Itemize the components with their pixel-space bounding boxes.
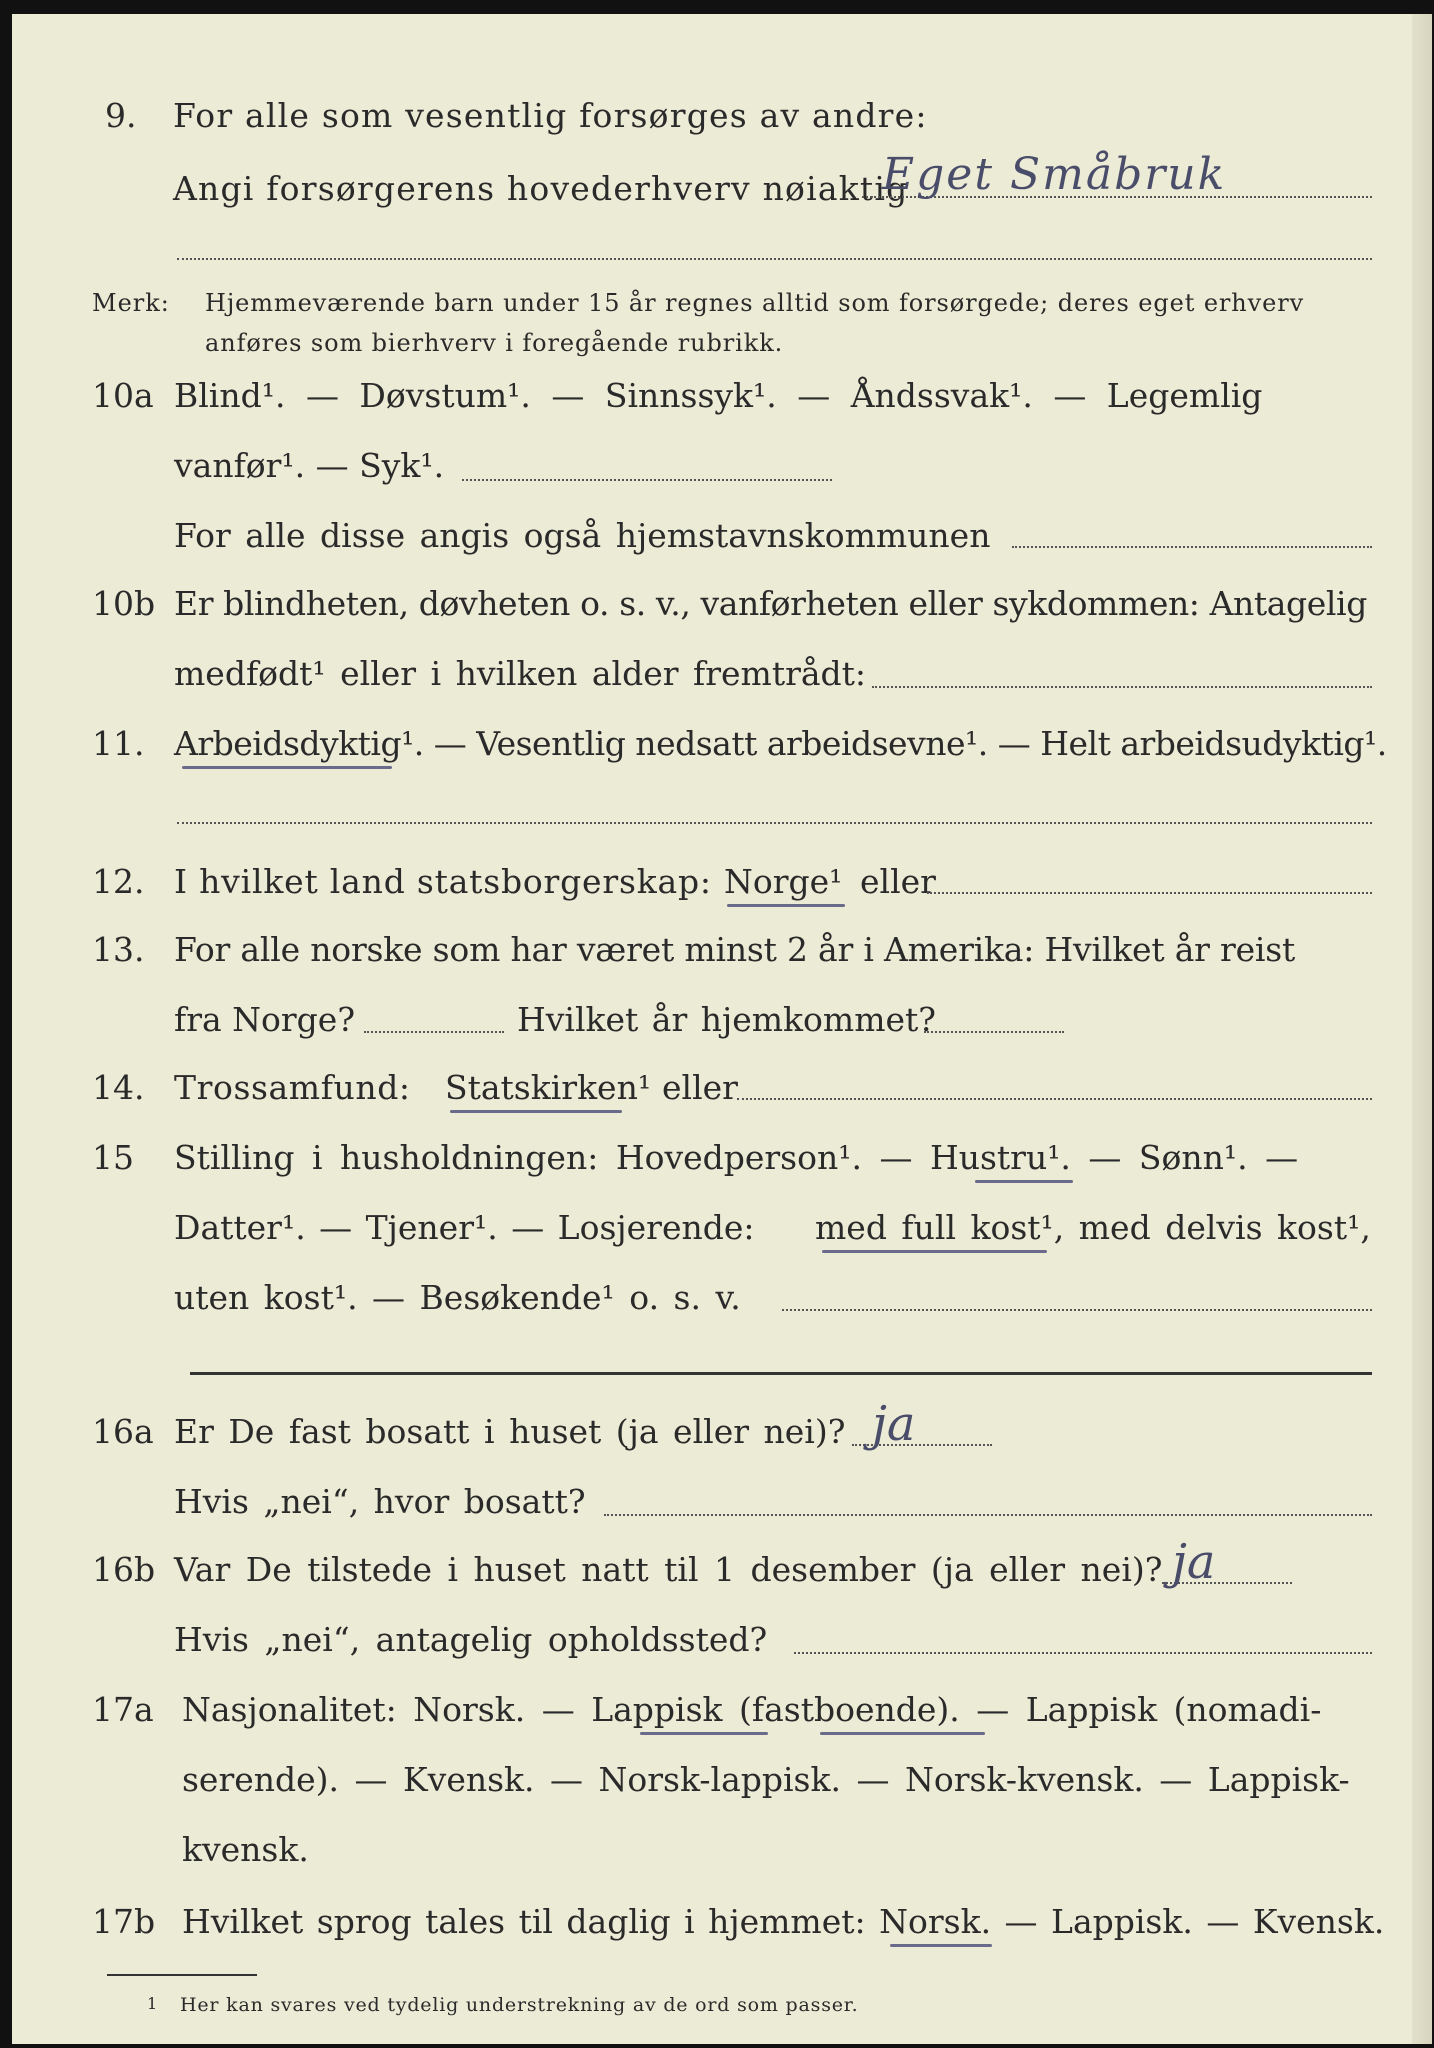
q15-number: 15 bbox=[92, 1138, 134, 1177]
q9-number: 9. bbox=[105, 96, 137, 135]
merk-label: Merk: bbox=[92, 289, 170, 317]
q14-answer-line bbox=[737, 1098, 1372, 1100]
q16a-line1: Er De fast bosatt i huset (ja eller nei)? bbox=[174, 1412, 846, 1451]
q15-line2b: med full kost¹, med delvis kost¹, bbox=[815, 1208, 1371, 1247]
q9-handwritten-answer: Eget Småbruk bbox=[882, 149, 1227, 200]
q10a-home-municipality-line bbox=[1012, 546, 1372, 548]
q14-underline-statskirken bbox=[450, 1110, 622, 1113]
q14-number: 14. bbox=[92, 1068, 145, 1107]
q11-line1: Arbeidsdyktig¹. — Vesentlig nedsatt arbeidsevne¹. — Helt arbeidsudyktig¹. bbox=[174, 724, 1387, 763]
q10b-line2: medfødt¹ eller i hvilken alder fremtrådt: bbox=[174, 654, 867, 693]
q15-underline-full-kost bbox=[822, 1250, 1047, 1253]
q16b-line1: Var De tilstede i huset natt til 1 desember (ja eller nei)? bbox=[174, 1550, 1163, 1589]
q16a-line2: Hvis „nei“, hvor bosatt? bbox=[174, 1482, 586, 1521]
q16a-number: 16a bbox=[92, 1412, 154, 1451]
q13-number: 13. bbox=[92, 930, 145, 969]
q17a-underline-lappisk bbox=[640, 1732, 768, 1735]
footnote-mark: 1 bbox=[147, 1994, 158, 2013]
q10a-number: 10a bbox=[92, 376, 154, 415]
q16a-residence-line bbox=[604, 1514, 1372, 1516]
q15-line3: uten kost¹. — Besøkende¹ o. s. v. bbox=[174, 1278, 741, 1317]
q17b-underline-norsk bbox=[890, 1944, 992, 1947]
q13-year-returned-line bbox=[924, 1031, 1064, 1033]
q13-from-norway: fra Norge? bbox=[174, 1000, 356, 1039]
footnote-rule bbox=[107, 1974, 257, 1976]
footnote-text: Her kan svares ved tydelig understrekning av de ord som passer. bbox=[180, 1994, 859, 2016]
q17a-line2: serende). — Kvensk. — Norsk-lappisk. — Norsk-kvensk. — Lappisk- bbox=[182, 1760, 1350, 1799]
q16b-handwritten-answer: ja bbox=[1172, 1534, 1216, 1590]
q10b-answer-line bbox=[872, 686, 1372, 688]
q12-question: I hvilket land statsborgerskap: bbox=[174, 862, 712, 901]
q12-norge: Norge¹ bbox=[724, 862, 843, 901]
q12-eller: eller bbox=[860, 862, 936, 901]
q17a-line3: kvensk. bbox=[182, 1830, 309, 1869]
census-form-page bbox=[12, 14, 1432, 2044]
q15-line2a: Datter¹. — Tjener¹. — Losjerende: bbox=[174, 1208, 755, 1247]
q16b-whereabouts-line bbox=[794, 1652, 1372, 1654]
q9-line1: For alle som vesentlig forsørges av andre: bbox=[173, 96, 928, 135]
q10a-answer-line bbox=[462, 479, 832, 481]
q13-year-left-line bbox=[364, 1031, 504, 1033]
q9-line2: Angi forsørgerens hovederhverv nøiaktig bbox=[173, 169, 909, 208]
q15-line1: Stilling i husholdningen: Hovedperson¹. — Hustru¹. — Sønn¹. — bbox=[174, 1138, 1299, 1177]
q10a-line1: Blind¹. — Døvstum¹. — Sinnssyk¹. — Åndssvak¹. — Legemlig bbox=[174, 376, 1263, 415]
q17a-line1: Nasjonalitet: Norsk. — Lappisk (fastboende). — Lappisk (nomadi- bbox=[182, 1690, 1322, 1729]
q14-statskirken: Statskirken¹ bbox=[445, 1068, 652, 1107]
q17b-number: 17b bbox=[92, 1902, 156, 1941]
q16a-handwritten-answer: ja bbox=[872, 1396, 916, 1452]
q11-underline-arbeidsdyktig bbox=[182, 766, 392, 769]
q11-number: 11. bbox=[92, 724, 145, 763]
q12-underline-norge bbox=[727, 904, 845, 907]
q13-year-returned: Hvilket år hjemkommet? bbox=[517, 1000, 936, 1039]
q13-line1: For alle norske som har været minst 2 år i Amerika: Hvilket år reist bbox=[174, 930, 1296, 969]
q14-eller: eller bbox=[662, 1068, 738, 1107]
q11-extra-line bbox=[177, 822, 1372, 824]
q16b-line2: Hvis „nei“, antagelig opholdssted? bbox=[174, 1620, 768, 1659]
q15-answer-line bbox=[782, 1309, 1372, 1311]
q9-extra-line bbox=[177, 258, 1372, 260]
q12-number: 12. bbox=[92, 862, 145, 901]
q16b-number: 16b bbox=[92, 1550, 156, 1589]
q12-answer-line bbox=[927, 892, 1372, 894]
q10a-line2: vanfør¹. — Syk¹. bbox=[174, 446, 445, 485]
merk-line2: anføres som bierhverv i foregående rubrikk. bbox=[205, 329, 784, 357]
q15-underline-hustru bbox=[975, 1180, 1073, 1183]
q14-question: Trossamfund: bbox=[174, 1068, 411, 1107]
q17a-underline-fastboende bbox=[820, 1732, 985, 1735]
q10b-line1: Er blindheten, døvheten o. s. v., vanførheten eller sykdommen: Antagelig bbox=[174, 584, 1367, 623]
q10b-number: 10b bbox=[92, 584, 156, 623]
q17b-line1: Hvilket sprog tales til daglig i hjemmet: Norsk. — Lappisk. — Kvensk. bbox=[182, 1902, 1385, 1941]
page-edge bbox=[1412, 14, 1432, 2044]
q17a-number: 17a bbox=[92, 1690, 154, 1729]
q15-extra-line bbox=[190, 1372, 1372, 1375]
q10a-line3: For alle disse angis også hjemstavnskommunen bbox=[174, 516, 991, 555]
merk-line1: Hjemmeværende barn under 15 år regnes alltid som forsørgede; deres eget erhverv bbox=[205, 289, 1305, 317]
